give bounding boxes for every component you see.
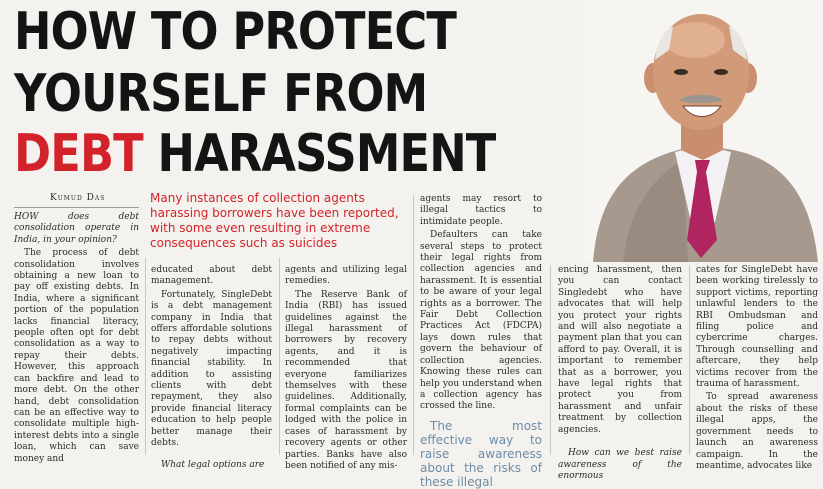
pull-quote: Many instances of collection agents harassing borrowers have been reported, with some even resulting in extreme consequences such as suicides xyxy=(150,191,399,250)
author-portrait-photo xyxy=(583,0,823,262)
interview-question-3: How can we best raise awareness of the enormous xyxy=(558,448,682,481)
article-column-2 xyxy=(151,265,272,471)
article-column-5 xyxy=(558,265,682,482)
headline-line-1: HOW TO PROTECT xyxy=(14,2,456,62)
column-5-paragraph: encing harassment, then you can contact Singledebt who have advocates that will help you protect your rights and will also negotiate a payment plan that you can afford to pay. Overall, it is important to remember that as a borrower, you have legal rights that protect you from harassment and unfair treatment by collection agencies. xyxy=(558,265,682,435)
article-column-3 xyxy=(285,265,407,472)
headline-red-word: DEBT xyxy=(14,124,143,184)
column-divider xyxy=(689,265,690,455)
interview-question-1: HOW does debt consolidation operate in India, in your opinion? xyxy=(14,212,139,245)
column-3-paragraph-2: The Reserve Bank of India (RBI) has issued guidelines against the illegal harassment of borrowers by recovery agents, and it is recommended that everyone familiarizes themselves with these guidelines. Additionally, formal complaints can be lodged with the police in cases of harassment by recovery agents or other parties. Banks have also been notified of any mis- xyxy=(285,289,407,471)
byline-rule xyxy=(14,207,139,208)
column-6-paragraph-2: To spread awareness about the risks of these illegal apps, the government needs to launch an awareness campaign. In the meantime, advocates like xyxy=(696,392,818,471)
column-divider xyxy=(550,265,551,455)
column-4-paragraph-2: Defaulters can take several steps to protect their legal rights from collection agencies and harassment. It is essential to be aware of your legal rights as a borrower. The Fair Debt Collection Practices Act (FDCPA) lays down rules that govern the behaviour of collection agencies. Knowing these rules can help you understand when a collection agency has crossed the line. xyxy=(420,230,542,412)
column-divider xyxy=(145,258,146,455)
headline-line-3 xyxy=(14,126,495,182)
headline-line-2: YOURSELF FROM xyxy=(14,64,428,124)
column-6-paragraph-1: cates for SingleDebt have been working tirelessly to support victims, reporting unlawful lenders to the RBI Ombudsman and filing police and cybercrime charges. Through counselling and aftercare, they help victims recover from the trauma of harassment. xyxy=(696,265,818,390)
interview-question-2: What legal options are xyxy=(161,459,265,470)
secondary-pull-quote: The most effective way to raise awareness about the risks of these illegal xyxy=(420,418,542,489)
column-2-paragraph-1: educated about debt management. xyxy=(151,265,272,287)
column-4-paragraph-1: agents may resort to illegal tactics to intimidate people. xyxy=(420,194,542,227)
column-1-paragraph: The process of debt consolidation involves obtaining a new loan to pay off existing debts. In India, where a significant portion of the population lacks financial literacy, people often opt for debt consolidation as a way to repay their debts. However, this approach can backfire and lead to more debt. On the other hand, debt consolidation can be an effective way to consolidate multiple high-interest debts into a single loan, which can save money and xyxy=(14,248,139,464)
headline-black-word: HARASSMENT xyxy=(157,124,496,184)
column-2-paragraph-2: Fortunately, SingleDebt is a debt management company in India that offers affordable solutions to repay debts without negatively impacting financial stability. In addition to assisting clients with debt repayment, they also provide financial literacy education to help people better manage their debts. xyxy=(151,289,272,449)
column-divider xyxy=(413,195,414,455)
column-3-paragraph-1: agents and utilizing legal remedies. xyxy=(285,265,407,287)
article-column-1 xyxy=(14,212,139,465)
article-column-4 xyxy=(420,194,542,489)
byline: Kumud Das xyxy=(50,193,106,203)
article-column-6 xyxy=(696,265,818,472)
column-divider xyxy=(279,258,280,455)
